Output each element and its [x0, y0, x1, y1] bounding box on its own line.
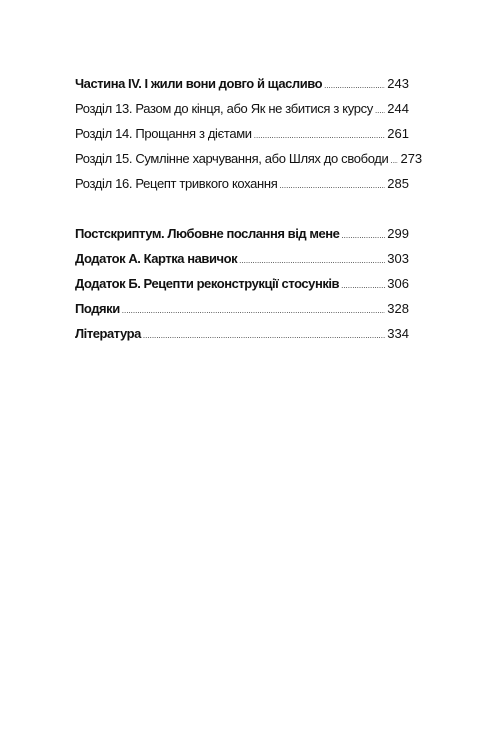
toc-entry-title: Розділ 15. Сумлінне харчування, або Шлях до свободи [75, 151, 389, 166]
toc-entry-page-number: 273 [400, 151, 423, 166]
toc-entry-page-number: 243 [387, 76, 409, 91]
dot-leader [122, 307, 386, 315]
toc-entry-title: Розділ 16. Рецепт тривкого кохання [75, 176, 278, 191]
toc-entry-chapter-13[interactable] [75, 101, 409, 126]
toc-entry-title: Постскриптум. Любовне послання від мене [75, 226, 340, 241]
toc-section-part-4 [75, 76, 423, 201]
toc-entry-page-number: 299 [387, 226, 409, 241]
toc-entry-title: Частина IV. І жили вони довго й щасливо [75, 76, 323, 91]
toc-entry-chapter-14[interactable] [75, 126, 409, 151]
toc-section-back-matter [75, 226, 409, 351]
toc-entry-chapter-15[interactable] [75, 151, 423, 176]
toc-entry-part-4[interactable] [75, 76, 409, 101]
toc-entry-acknowledgements[interactable] [75, 301, 409, 326]
toc-entry-page-number: 328 [387, 301, 409, 316]
dot-leader [239, 257, 385, 265]
toc-entry-page-number: 285 [387, 176, 409, 191]
toc-entry-page-number: 244 [387, 101, 409, 116]
toc-entry-title: Подяки [75, 301, 120, 316]
dot-leader [341, 232, 385, 240]
dot-leader [254, 132, 386, 140]
toc-entry-page-number: 303 [387, 251, 409, 266]
dot-leader [375, 107, 385, 115]
toc-entry-title: Додаток А. Картка навичок [75, 251, 238, 266]
toc-entry-page-number: 261 [387, 126, 409, 141]
dot-leader [341, 282, 385, 290]
toc-entry-title: Розділ 13. Разом до кінця, або Як не збитися з курсу [75, 101, 373, 116]
dot-leader [143, 332, 385, 340]
toc-entry-title: Література [75, 326, 141, 341]
dot-leader [324, 82, 385, 90]
toc-entry-postscript[interactable] [75, 226, 409, 251]
toc-entry-title: Додаток Б. Рецепти реконструкції стосунків [75, 276, 340, 291]
dot-leader [279, 182, 385, 190]
toc-entry-page-number: 306 [387, 276, 409, 291]
dot-leader [390, 157, 398, 165]
toc-entry-title: Розділ 14. Прощання з дієтами [75, 126, 252, 141]
toc-entry-appendix-a[interactable] [75, 251, 409, 276]
toc-entry-bibliography[interactable] [75, 326, 409, 351]
toc-entry-appendix-b[interactable] [75, 276, 409, 301]
toc-entry-page-number: 334 [387, 326, 409, 341]
toc-entry-chapter-16[interactable] [75, 176, 409, 201]
